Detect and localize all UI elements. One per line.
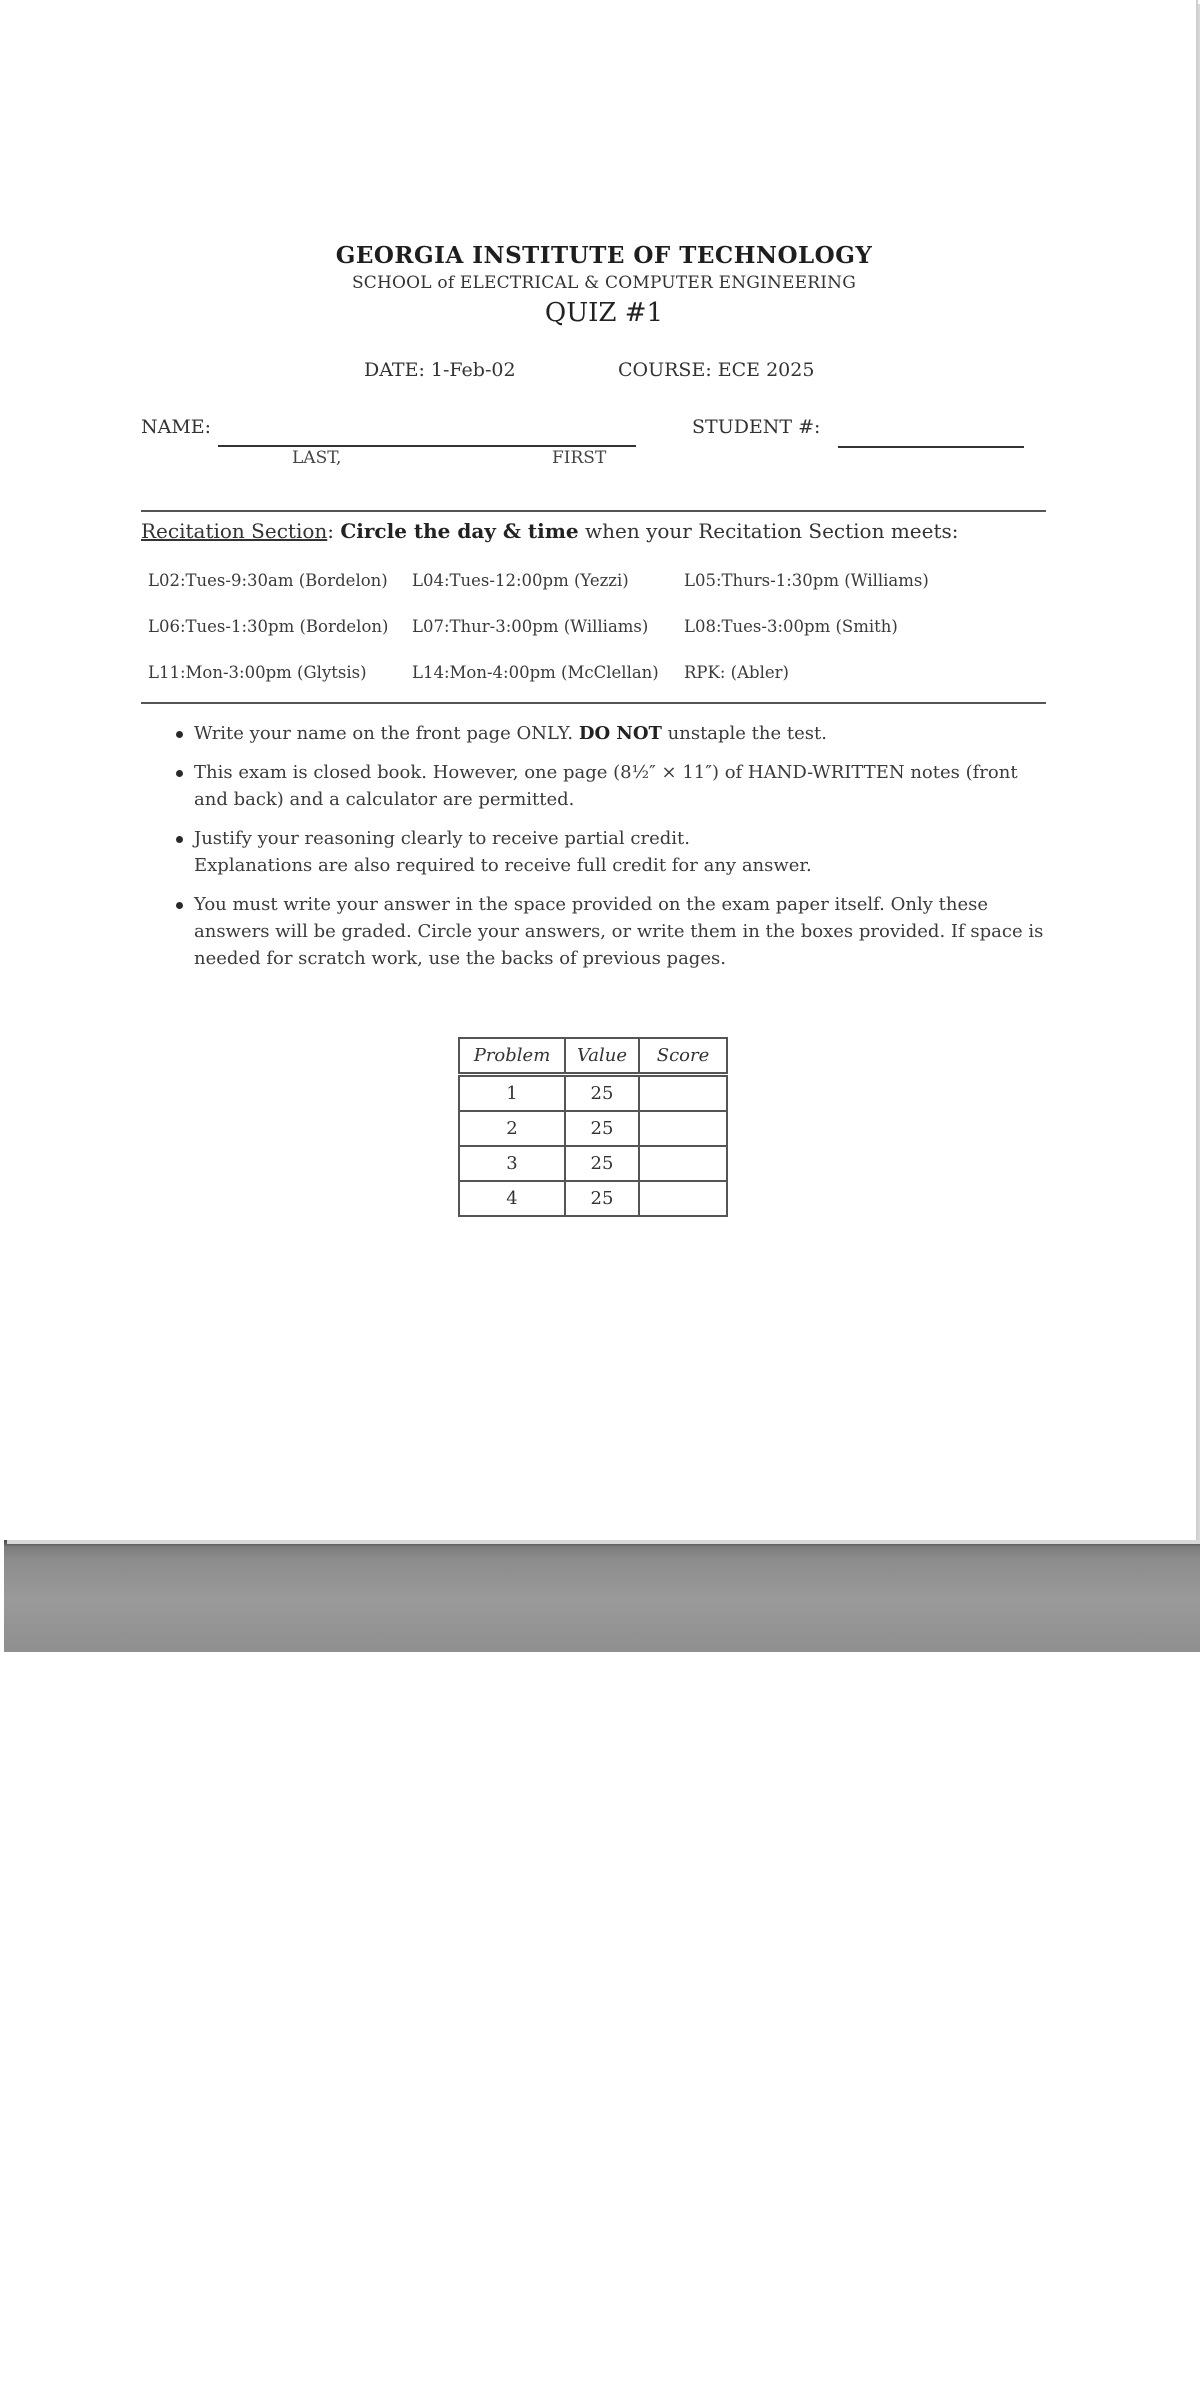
section-option[interactable]: L07:Thur-3:00pm (Williams) [412, 617, 649, 636]
section-option[interactable]: L02:Tues-9:30am (Bordelon) [148, 571, 388, 590]
bullet-icon [176, 770, 183, 777]
instruction-text: This exam is closed book. However, one page (8½″ × 11″) of HAND-WRITTEN notes (front and back) and a calculator are permitted. [194, 762, 1018, 810]
name-field-line[interactable] [218, 445, 636, 447]
recitation-colon: : [327, 519, 341, 543]
problem-number: 4 [459, 1181, 565, 1216]
problem-number: 1 [459, 1075, 565, 1112]
instructions-list [174, 720, 1046, 984]
section-option[interactable]: L05:Thurs-1:30pm (Williams) [684, 571, 929, 590]
header-score: Score [639, 1038, 727, 1075]
section-option[interactable]: L04:Tues-12:00pm (Yezzi) [412, 571, 629, 590]
quiz-page [4, 0, 1198, 1540]
instruction-item [174, 720, 1046, 747]
name-label: NAME: [141, 416, 212, 438]
table-row [459, 1146, 727, 1181]
score-cell[interactable] [639, 1075, 727, 1112]
section-option[interactable]: L06:Tues-1:30pm (Bordelon) [148, 617, 389, 636]
bullet-icon [176, 902, 183, 909]
instruction-text: Write your name on the front page ONLY. [194, 723, 579, 744]
divider [141, 702, 1046, 704]
student-number-field-line[interactable] [838, 446, 1024, 448]
header-problem: Problem [459, 1038, 565, 1075]
table-row [459, 1111, 727, 1146]
score-table [458, 1037, 728, 1217]
problem-value: 25 [565, 1181, 639, 1216]
section-option[interactable]: RPK: (Abler) [684, 663, 789, 682]
page-bottom-shadow [4, 1536, 1200, 1652]
divider [141, 510, 1046, 512]
instruction-item [174, 759, 1046, 813]
quiz-title: QUIZ #1 [544, 298, 664, 328]
instruction-text: unstaple the test. [661, 723, 827, 744]
section-option[interactable]: L08:Tues-3:00pm (Smith) [684, 617, 898, 636]
score-cell[interactable] [639, 1146, 727, 1181]
table-row [459, 1075, 727, 1112]
score-table-header [459, 1038, 727, 1075]
instruction-text: Justify your reasoning clearly to receive partial credit. [194, 828, 690, 849]
last-name-label: LAST, [292, 448, 342, 468]
instruction-text: You must write your answer in the space provided on the exam paper itself. Only these answers will be graded. Circle your answers, or write them in the boxes provided. If space is needed for scratch work, use the backs of previous pages. [194, 894, 1044, 969]
bullet-icon [176, 731, 183, 738]
bullet-icon [176, 836, 183, 843]
institution-title: GEORGIA INSTITUTE OF TECHNOLOGY [335, 242, 873, 269]
problem-value: 25 [565, 1075, 639, 1112]
header-value: Value [565, 1038, 639, 1075]
problem-value: 25 [565, 1111, 639, 1146]
instruction-emphasis: DO NOT [578, 723, 662, 744]
student-number-label: STUDENT #: [692, 416, 821, 438]
quiz-date: DATE: 1-Feb-02 [364, 359, 516, 381]
school-name: SCHOOL of ELECTRICAL & COMPUTER ENGINEERING [351, 273, 857, 293]
recitation-instruction [141, 519, 959, 543]
section-option[interactable]: L14:Mon-4:00pm (McClellan) [412, 663, 659, 682]
instruction-item [174, 891, 1046, 972]
recitation-rest: when your Recitation Section meets: [578, 519, 959, 543]
table-row [459, 1181, 727, 1216]
problem-value: 25 [565, 1146, 639, 1181]
score-cell[interactable] [639, 1181, 727, 1216]
score-cell[interactable] [639, 1111, 727, 1146]
section-option[interactable]: L11:Mon-3:00pm (Glytsis) [148, 663, 367, 682]
instruction-text: Explanations are also required to receive full credit for any answer. [194, 855, 812, 876]
course-code: COURSE: ECE 2025 [618, 359, 815, 381]
instruction-item [174, 825, 1046, 879]
first-name-label: FIRST [552, 448, 607, 468]
problem-number: 3 [459, 1146, 565, 1181]
recitation-label: Recitation Section [141, 519, 328, 543]
recitation-emphasis: Circle the day & time [340, 519, 579, 543]
problem-number: 2 [459, 1111, 565, 1146]
